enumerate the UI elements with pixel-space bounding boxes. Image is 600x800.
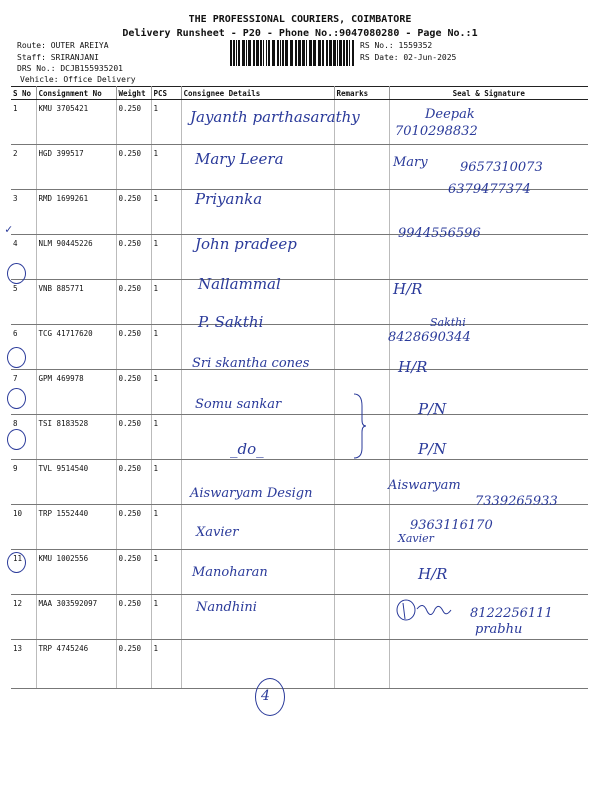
cell-sno: 13 (11, 640, 36, 689)
cell-weight: 0.250 (116, 370, 151, 415)
handwritten-consignee: Somu sankar (195, 397, 282, 412)
cell-sno: 11 (11, 550, 36, 595)
barcode-bar (333, 40, 336, 66)
cell-weight: 0.250 (116, 235, 151, 280)
circle-mark (7, 347, 26, 368)
cell-pcs: 1 (151, 640, 181, 689)
col-header-weight: Weight (116, 87, 151, 100)
cell-remarks (334, 550, 389, 595)
barcode-bar (246, 40, 247, 66)
barcode-bar (260, 40, 262, 66)
barcode-bar (290, 40, 293, 66)
cell-consignment: NLM 90445226 (36, 235, 116, 280)
cell-weight: 0.250 (116, 460, 151, 505)
barcode-bar (280, 40, 281, 66)
handwritten-consignee: Mary Leera (195, 150, 284, 168)
staff-label: Staff: SRIRANJANI (17, 53, 99, 62)
tick-mark-icon: ✓ (5, 222, 13, 236)
handwritten-remark: H/R (418, 565, 448, 583)
cell-pcs: 1 (151, 370, 181, 415)
table-row (11, 550, 588, 595)
footer-count-mark: 4 (261, 688, 270, 704)
brace-mark-icon (352, 392, 366, 460)
cell-consignment: TRP 4745246 (36, 640, 116, 689)
handwritten-consignee: P. Sakthi (198, 313, 264, 331)
handwritten-consignee: John pradeep (195, 235, 297, 253)
barcode-bar (295, 40, 297, 66)
cell-weight: 0.250 (116, 595, 151, 640)
cell-consignment: KMU 1002556 (36, 550, 116, 595)
circle-mark (7, 388, 26, 409)
handwritten-phone: 9363116170 (410, 518, 493, 533)
cell-consignment: GPM 469978 (36, 370, 116, 415)
cell-sno: 12 (11, 595, 36, 640)
handwritten-consignee: Aiswaryam Design (190, 486, 313, 501)
footer-circle-mark (255, 678, 285, 716)
handwritten-signature: Xavier (398, 532, 434, 545)
barcode-bar (263, 40, 264, 66)
cell-pcs: 1 (151, 325, 181, 370)
route-label: Route: OUTER AREIYA (17, 41, 109, 50)
circle-mark (7, 552, 26, 573)
barcode-bar (242, 40, 245, 66)
cell-remarks (334, 460, 389, 505)
cell-weight: 0.250 (116, 550, 151, 595)
barcode-bar (352, 40, 354, 66)
handwritten-consignee: _do_ (230, 440, 264, 458)
barcode-bar (272, 40, 275, 66)
handwritten-signature: Deepak (425, 107, 475, 122)
cell-pcs: 1 (151, 415, 181, 460)
handwritten-phone: 7010298832 (395, 124, 478, 139)
cell-sno: 4 (11, 235, 36, 280)
col-header-signature: Seal & Signature (389, 87, 588, 100)
cell-pcs: 1 (151, 595, 181, 640)
barcode-bar (337, 40, 338, 66)
handwritten-consignee: Sri skantha cones (192, 356, 310, 371)
cell-remarks (334, 280, 389, 325)
company-title: THE PROFESSIONAL COURIERS, COIMBATORE (188, 14, 412, 25)
handwritten-consignee: Priyanka (195, 190, 263, 208)
cell-remarks (334, 235, 389, 280)
barcode-bar (309, 40, 312, 66)
barcode-bar (277, 40, 279, 66)
cell-pcs: 1 (151, 280, 181, 325)
barcode-bar (248, 40, 251, 66)
table-row (11, 640, 588, 689)
rs-date: RS Date: 02-Jun-2025 (360, 53, 457, 62)
barcode-bar (318, 40, 321, 66)
cell-remarks (334, 325, 389, 370)
cell-weight: 0.250 (116, 325, 151, 370)
cell-weight: 0.250 (116, 100, 151, 145)
barcode (230, 40, 355, 66)
rs-number: RS No.: 1559352 (360, 41, 433, 50)
cell-sno: 5 (11, 280, 36, 325)
barcode-bar (285, 40, 288, 66)
handwritten-consignee: Xavier (196, 525, 239, 540)
handwritten-signature: prabhu (475, 622, 523, 637)
table-row (11, 505, 588, 550)
barcode-bar (238, 40, 240, 66)
scribble-signature-icon (395, 597, 467, 623)
table-header-row (11, 87, 588, 100)
col-header-pcs: PCS (151, 87, 181, 100)
barcode-bar (346, 40, 348, 66)
runsheet-subtitle: Delivery Runsheet - P20 - Phone No.:9047080280 - Page No.:1 (122, 28, 478, 39)
handwritten-signature: Aiswaryam (388, 478, 461, 493)
barcode-bar (230, 40, 232, 66)
vehicle-label: Vehicle: Office Delivery (20, 75, 136, 84)
cell-weight: 0.250 (116, 505, 151, 550)
cell-signature (389, 235, 588, 280)
col-header-remarks: Remarks (334, 87, 389, 100)
circle-mark (7, 429, 26, 450)
table-row (11, 415, 588, 460)
drs-number: DRS No.: DCJB155935201 (17, 64, 123, 73)
cell-sno: 3 (11, 190, 36, 235)
cell-consignment: TCG 41717620 (36, 325, 116, 370)
barcode-bar (233, 40, 235, 66)
cell-pcs: 1 (151, 100, 181, 145)
barcode-bar (343, 40, 345, 66)
table-row (11, 370, 588, 415)
cell-pcs: 1 (151, 505, 181, 550)
barcode-bar (268, 40, 270, 66)
cell-weight: 0.250 (116, 190, 151, 235)
cell-sno: 6 (11, 325, 36, 370)
barcode-bar (306, 40, 307, 66)
handwritten-consignee: Nallammal (198, 275, 281, 293)
cell-sno: 2 (11, 145, 36, 190)
handwritten-consignee: Jayanth parthasarathy (190, 108, 360, 126)
handwritten-signature: Sakthi (430, 316, 466, 329)
handwritten-phone: 8122256111 (470, 606, 553, 621)
cell-remarks (334, 640, 389, 689)
cell-weight: 0.250 (116, 415, 151, 460)
cell-consignment: TRP 1552440 (36, 505, 116, 550)
handwritten-signature: Mary (393, 155, 428, 170)
cell-consignee (181, 640, 334, 689)
barcode-bar (298, 40, 301, 66)
col-header-sno: S No (11, 87, 36, 100)
handwritten-phone: 9657310073 (460, 160, 543, 175)
barcode-bar (329, 40, 332, 66)
cell-remarks (334, 505, 389, 550)
cell-pcs: 1 (151, 190, 181, 235)
cell-consignment: VNB 885771 (36, 280, 116, 325)
handwritten-remark: P/N (418, 440, 447, 458)
col-header-consignment: Consignment No (36, 87, 116, 100)
cell-signature (389, 640, 588, 689)
cell-sno: 1 (11, 100, 36, 145)
cell-consignment: HGD 399517 (36, 145, 116, 190)
table-row (11, 280, 588, 325)
cell-consignment: KMU 3705421 (36, 100, 116, 145)
barcode-bar (313, 40, 316, 66)
handwritten-remark: P/N (418, 400, 447, 418)
col-header-consignee: Consignee Details (181, 87, 334, 100)
cell-weight: 0.250 (116, 280, 151, 325)
barcode-bar (236, 40, 237, 66)
cell-pcs: 1 (151, 235, 181, 280)
cell-remarks (334, 595, 389, 640)
handwritten-phone: 9944556596 (398, 226, 481, 241)
barcode-bar (282, 40, 284, 66)
cell-consignment: TVL 9514540 (36, 460, 116, 505)
cell-remarks (334, 145, 389, 190)
cell-sno: 10 (11, 505, 36, 550)
handwritten-phone: 7339265933 (475, 494, 558, 509)
barcode-bar (322, 40, 324, 66)
barcode-bar (349, 40, 350, 66)
cell-consignment: RMD 1699261 (36, 190, 116, 235)
cell-pcs: 1 (151, 145, 181, 190)
handwritten-remark: H/R (393, 280, 423, 298)
barcode-bar (339, 40, 342, 66)
cell-remarks (334, 190, 389, 235)
handwritten-phone: 8428690344 (388, 330, 471, 345)
cell-sno: 8 (11, 415, 36, 460)
circle-mark (7, 263, 26, 284)
cell-consignment: TSI 8183528 (36, 415, 116, 460)
cell-weight: 0.250 (116, 640, 151, 689)
handwritten-remark: H/R (398, 358, 428, 376)
cell-weight: 0.250 (116, 145, 151, 190)
barcode-bar (266, 40, 267, 66)
barcode-bar (302, 40, 305, 66)
cell-sno: 7 (11, 370, 36, 415)
table-row (11, 235, 588, 280)
cell-consignment: MAA 303592097 (36, 595, 116, 640)
barcode-bar (326, 40, 328, 66)
cell-pcs: 1 (151, 460, 181, 505)
cell-sno: 9 (11, 460, 36, 505)
handwritten-consignee: Manoharan (192, 565, 268, 580)
barcode-bar (253, 40, 255, 66)
barcode-bar (256, 40, 259, 66)
runsheet-table (11, 86, 588, 689)
cell-pcs: 1 (151, 550, 181, 595)
handwritten-phone: 6379477374 (448, 182, 531, 197)
handwritten-consignee: Nandhini (196, 600, 257, 615)
